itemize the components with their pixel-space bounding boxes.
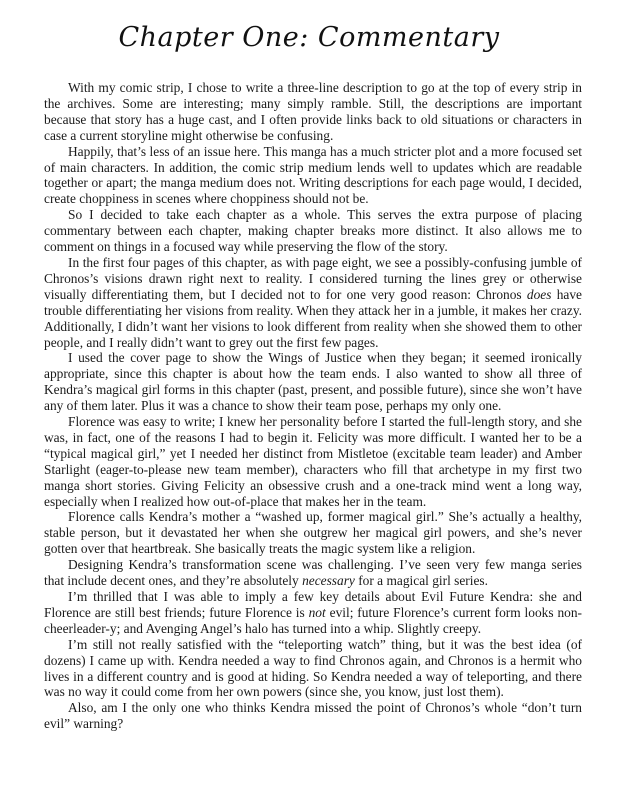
- paragraph-text: Designing Kendra’s transformation scene was challenging. I’ve seen very few manga series that include decent ones, and they’re absolutely: [44, 557, 582, 589]
- paragraph-text: Also, am I the only one who thinks Kendra missed the point of Chronos’s whole “don’t turn evil” warning?: [44, 700, 582, 732]
- paragraph-text: I used the cover page to show the Wings of Justice when they began; it seemed ironically appropriate, since this chapter is about how the team ends. I also wanted to show all three of Kendra’s magical girl forms in this chapter (past, present, and possible future), since she won’t have any of them later. Plus it was a chance to show their team pose, perhaps my only one.: [44, 350, 582, 414]
- paragraph-10: [44, 637, 582, 701]
- paragraph-text: Happily, that’s less of an issue here. This manga has a much stricter plot and a more focused set of main characters. In addition, the comic strip medium lends well to updates which are readable together or apart; the manga medium does not. Writing descriptions for each page would, I decided, create choppiness in scenes where choppiness should not be.: [44, 143, 582, 207]
- paragraph-text: I’m still not really satisfied with the “teleporting watch” thing, but it was the best idea (of dozens) I came up with. Kendra needed a way to find Chronos again, and Chronos is a hermit who lives in a different country and is good at hiding. So Kendra needed a way of teleporting, and there was no way it could come from her own powers (since she, you know, just lost them).: [44, 636, 582, 700]
- paragraph-text: I’m thrilled that I was able to imply a few key details about Evil Future Kendra: she and Florence are still best friends; future Florence is: [44, 589, 582, 620]
- paragraph-text: So I decided to take each chapter as a whole. This serves the extra purpose of placing commentary between each chapter, making chapter breaks more distinct. It also allows me to comment on things in a focused way while preserving the flow of the story.: [44, 207, 582, 255]
- paragraph-9: [44, 589, 582, 637]
- paragraph-text: evil; future Florence’s current form looks non-cheerleader-y; and Avenging Angel’s halo has turned into a whip. Slightly creepy.: [44, 604, 582, 636]
- paragraph-text: Florence was easy to write; I knew her personality before I started the full-length story, and she was, in fact, one of the reasons I had to begin it. Felicity was more difficult. I wanted her to be a “typical magical girl,” yet I needed her distinct from Mistletoe (excitable team leader) and Amber Starlight (eager-to-please new team member), characters who fill that archetype in my first two manga short stories. Giving Felicity an obsessive crush and a one-track mind went a long way, especially when I realized how out-of-place that makes her in the team.: [44, 414, 582, 509]
- paragraph-6: [44, 414, 582, 509]
- emphasis-text: does: [526, 286, 552, 302]
- paragraph-3: [44, 207, 582, 255]
- paragraph-1: [44, 80, 582, 144]
- paragraph-11: [44, 700, 582, 732]
- page-title: Chapter One: Commentary: [118, 22, 500, 53]
- paragraph-2: [44, 144, 582, 208]
- emphasis-text: necessary: [302, 573, 355, 589]
- paragraph-8: [44, 557, 582, 589]
- paragraph-text: have trouble differentiating her visions from reality. When they attack her in a jumble, it makes her crazy. Additionally, I didn’t want her visions to look different from reality when she showed them to other people, and I really didn’t want to grey out the first few pages.: [44, 286, 582, 350]
- paragraph-text: for a magical girl series.: [354, 573, 488, 589]
- paragraph-4: [44, 255, 582, 350]
- paragraph-text: In the first four pages of this chapter, as with page eight, we see a possibly-confusing jumble of Chronos’s visions drawn right next to reality. I considered turning the lines grey or otherwise visually differentiating them, but I decided not to for one very good reason: Chronos: [44, 254, 582, 302]
- paragraph-text: Florence calls Kendra’s mother a “washed up, former magical girl.” She’s actually a healthy, stable person, but it devastated her when she outgrew her magical girl powers, and she’s never gotten over that heartbreak. She basically treats the magic system like a religion.: [44, 509, 582, 557]
- commentary-body: [44, 80, 582, 732]
- emphasis-text: not: [308, 604, 326, 620]
- paragraph-7: [44, 509, 582, 557]
- paragraph-text: With my comic strip, I chose to write a three-line description to go at the top of every strip in the archives. Some are interesting; many simply ramble. Still, the descriptions are important because that story has a huge cast, and I often provide links back to old situations or characters in case a current storyline might otherwise be confusing.: [44, 80, 582, 143]
- paragraph-5: [44, 350, 582, 414]
